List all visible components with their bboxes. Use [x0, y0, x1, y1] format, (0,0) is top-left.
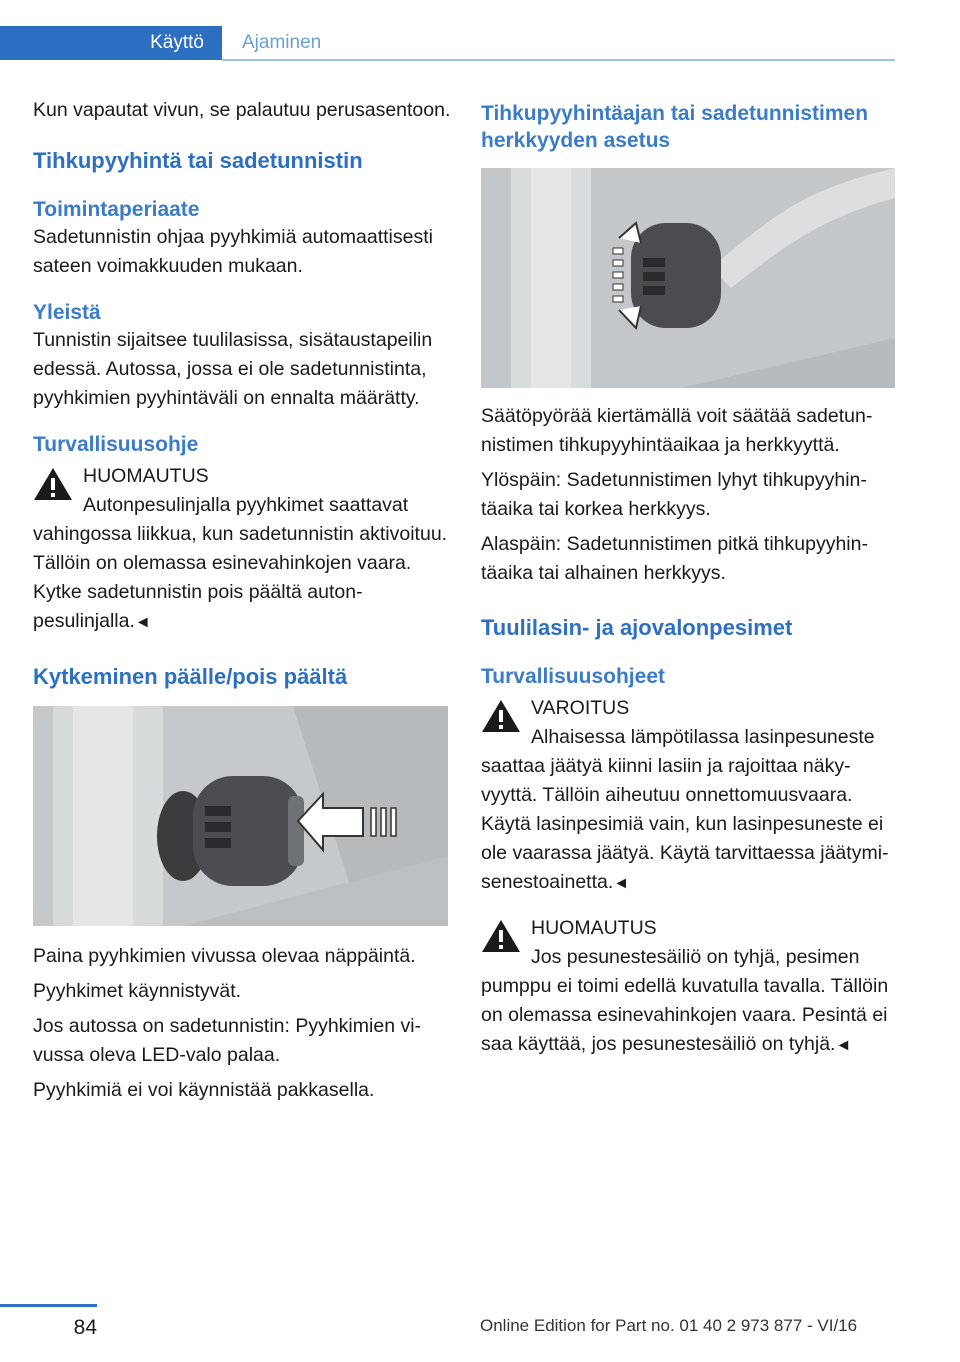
- wheel-paragraph: Säätöpyörää kiertämällä voit säätää sadetunnistimen tihkupyyhintäaikaa ja herkkyyttä.: [481, 405, 873, 456]
- notice-block: [33, 462, 451, 637]
- heading-safety: Turvallisuusohje: [33, 433, 199, 456]
- wiper-button-illustration: [33, 706, 448, 926]
- heading-on-off: Kytkeminen päälle/pois päältä: [33, 664, 348, 689]
- tab-kaytto[interactable]: Käyttö: [0, 26, 222, 60]
- up-paragraph: Ylöspäin: Sadetunnistimen lyhyt tihkupyyhintäaika tai korkea herkkyys.: [481, 469, 867, 520]
- led-paragraph: Jos autossa on sadetunnistin: Pyyhkimien vivussa oleva LED-valo palaa.: [33, 1015, 422, 1066]
- heading-sensitivity: Tihkupyyhintäajan tai sadetunnistimen herkkyyden asetus: [481, 102, 869, 152]
- notice-text: vahingossa liikkua, kun sadetunnistin aktivoituu. Tällöin on olemassa esinevahinkojen vaara. Kytke sadetunnistin pois päältä autonpesulinjalla.: [33, 523, 448, 632]
- page-number: 84: [73, 1316, 97, 1339]
- warning-triangle-icon: [481, 918, 521, 954]
- press-paragraph: Paina pyyhkimien vivussa olevaa näppäintä.: [33, 945, 416, 967]
- end-mark: ◄: [613, 875, 630, 892]
- intro-paragraph: Kun vapautat vivun, se palautuu perusasentoon.: [33, 99, 451, 121]
- notice-title-2: HUOMAUTUS: [531, 917, 657, 939]
- tab-ajaminen[interactable]: Ajaminen: [242, 32, 322, 53]
- header-tabs: [0, 26, 895, 62]
- frost-paragraph: Pyyhkimiä ei voi käynnistää pakkasella.: [33, 1079, 375, 1101]
- heading-general: Yleistä: [33, 301, 101, 324]
- heading-safety-notes: Turvallisuusohjeet: [481, 665, 665, 688]
- right-column: [481, 100, 895, 1060]
- notice-first-line-2: Jos pesunestesäiliö on tyhjä, pesimen: [531, 946, 860, 968]
- start-paragraph: Pyyhkimet käynnistyvät.: [33, 980, 242, 1002]
- notice-block-2: [481, 914, 895, 1060]
- end-mark: ◄: [835, 1037, 852, 1054]
- warning-text: saattaa jäätyä kiinni lasiin ja rajoittaa näkyvyyttä. Tällöin aiheutuu onnettomuusvaara. Käytä lasinpesimiä vain, kun lasinpesuneste ei ole vaarassa jäätyä. Käytä tarvittaessa jäätymisenestoainetta.: [481, 755, 889, 893]
- notice-title: HUOMAUTUS: [83, 465, 209, 487]
- left-column: [33, 96, 451, 1111]
- end-mark: ◄: [134, 614, 151, 631]
- warning-first-line: Alhaisessa lämpötilassa lasinpesuneste: [531, 726, 875, 748]
- general-paragraph: Tunnistin sijaitsee tuulilasissa, sisätaustapeilin edessä. Autossa, jossa ei ole sadetunnistinta, pyyhkimien pyyhintäväli on ennalta määrätty.: [33, 329, 433, 409]
- header-rule: [222, 59, 895, 61]
- principle-paragraph: Sadetunnistin ohjaa pyyhkimiä automaattisesti sateen voimakkuuden mukaan.: [33, 226, 433, 277]
- warning-block: [481, 694, 895, 898]
- down-paragraph: Alaspäin: Sadetunnistimen pitkä tihkupyyhintäaika tai alhainen herkkyys.: [481, 533, 868, 584]
- heading-rain-sensor: Tihkupyyhintä tai sadetunnistin: [33, 148, 363, 173]
- heading-principle: Toimintaperiaate: [33, 198, 200, 221]
- warning-triangle-icon: [481, 698, 521, 734]
- notice-text-2: pumppu ei toimi edellä kuvatulla tavalla. Tällöin on olemassa esinevahinkojen vaara. Pesintä ei saa käyttää, jos pesunestesäiliö on tyhjä.: [481, 975, 889, 1055]
- footer-rule: [0, 1304, 97, 1307]
- warning-title: VAROITUS: [531, 697, 630, 719]
- warning-triangle-icon: [33, 466, 73, 502]
- wheel-adjust-illustration: [481, 168, 895, 388]
- heading-washers: Tuulilasin- ja ajovalonpesimet: [481, 615, 793, 640]
- edition-text: Online Edition for Part no. 01 40 2 973 877 - VI/16: [480, 1316, 858, 1335]
- notice-first-line: Autonpesulinjalla pyyhkimet saattavat: [83, 494, 409, 516]
